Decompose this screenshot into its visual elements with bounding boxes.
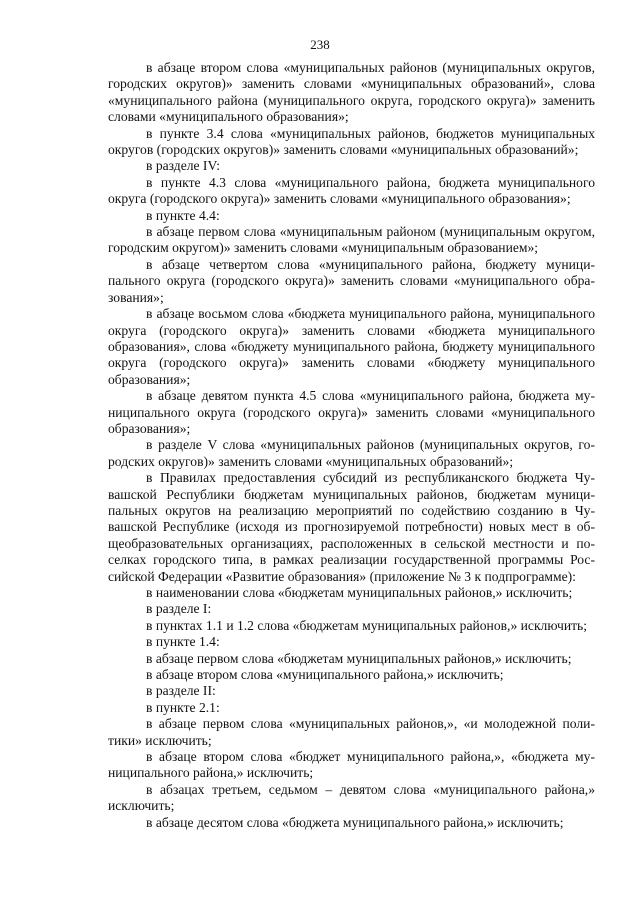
- paragraph: в пункте 2.1:: [146, 699, 220, 715]
- paragraph: в абзаце втором слова «муниципальных районов (муниципальных округов, городских округов)» заменить словами «муниципальных образований», слова «муниципального района (муниципального округа, городского округа)» заменить словами «муниципального образования»;: [108, 60, 595, 125]
- paragraph: в пункте 1.4:: [146, 634, 220, 650]
- paragraph: в абзаце десятом слова «бюджета муниципального района,» исключить;: [146, 814, 564, 830]
- paragraph: в разделе I:: [146, 601, 212, 617]
- paragraph: в разделе II:: [146, 683, 216, 699]
- page-number: 238: [310, 37, 330, 52]
- document-body: [108, 60, 595, 831]
- paragraph: в пунктах 1.1 и 1.2 слова «бюджетам муниципальных районов,» исключить;: [146, 617, 588, 633]
- paragraph: в Правилах предоставления субсидий из республиканского бюджета Чувашской Республики бюджетам муниципальных районов, бюджетам муниципальных округов на реализацию мероприятий по содействию созданию в Чувашской Республике (исходя из прогнозируемой потребности) новых мест в общеобразовательных организациях, расположенных в сельской местности и поселках городского типа, в рамках реализации государственной программы Российской Федерации «Развитие образования» (приложение № 3 к подпрограмме):: [108, 470, 595, 584]
- paragraph: в разделе V слова «муниципальных районов (муниципальных округов, городских округов)» заменить словами «муниципальных образований»;: [108, 437, 595, 469]
- paragraph: в абзаце втором слова «бюджет муниципального района,», «бюджета муниципального района,» исключить;: [108, 749, 595, 781]
- paragraph: в абзацах третьем, седьмом – девятом слова «муниципального района,» исключить;: [108, 781, 595, 814]
- paragraph: в пункте 3.4 слова «муниципальных районов, бюджетов муниципальных округов (городских округов)» заменить словами «муниципальных образований»;: [108, 125, 595, 158]
- paragraph: в абзаце первом слова «бюджетам муниципальных районов,» исключить;: [146, 650, 572, 666]
- paragraph: в абзаце первом слова «муниципальным районом (муниципальным округом, городским округом)» заменить словами «муниципальным образованием»;: [108, 224, 595, 256]
- paragraph: в пункте 4.3 слова «муниципального района, бюджета муниципального округа (городского округа)» заменить словами «муниципального образования»;: [108, 174, 595, 207]
- paragraph: в абзаце четвертом слова «муниципального района, бюджету муниципального округа (городского округа)» заменить словами «муниципального образования»;: [108, 256, 595, 305]
- paragraph: в пункте 4.4:: [146, 207, 220, 223]
- paragraph: в наименовании слова «бюджетам муниципальных районов,» исключить;: [146, 585, 573, 600]
- paragraph: в разделе IV:: [146, 158, 221, 174]
- paragraph: в абзаце первом слова «муниципальных районов,», «и молодежной политики» исключить;: [108, 716, 595, 748]
- paragraph: в абзаце восьмом слова «бюджета муниципального района, муниципального округа (городского округа)» заменить словами «бюджета муниципального образования», слова «бюджету муниципального района, бюджету муниципального округа (городского округа)» заменить словами «бюджету муниципального образования»;: [108, 306, 595, 387]
- paragraph: в абзаце втором слова «муниципального района,» исключить;: [146, 667, 504, 683]
- paragraph: в абзаце девятом пункта 4.5 слова «муниципального района, бюджета муниципального округа (городского округа)» заменить словами «муниципального образования»;: [108, 388, 595, 436]
